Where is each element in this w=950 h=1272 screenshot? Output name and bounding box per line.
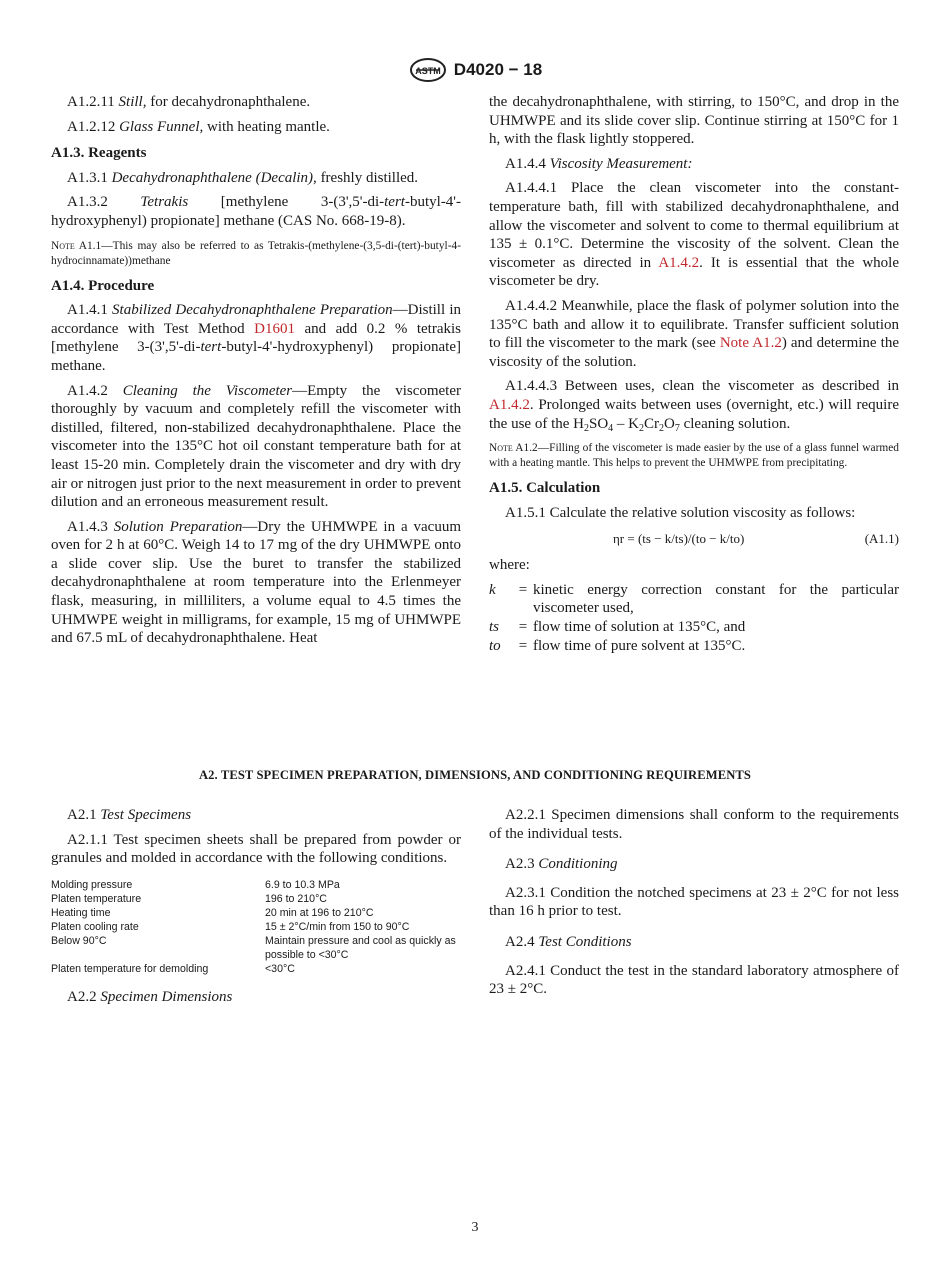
paragraph-a2-4: A2.4 Test Conditions: [505, 933, 632, 950]
paragraph-a1-2-12: A1.2.12 Glass Funnel, with heating mantle.: [67, 118, 330, 135]
section-a2-left-column: [51, 806, 461, 1012]
heading-calculation: A1.5. Calculation: [489, 480, 601, 497]
table-row: [51, 934, 461, 962]
condition-name: Platen temperature for demolding: [51, 962, 209, 975]
condition-value: 6.9 to 10.3 MPa: [265, 878, 340, 891]
right-column: [489, 93, 899, 655]
table-row: [51, 962, 461, 976]
equation-number: (A1.1): [864, 531, 899, 547]
condition-value: 15 ± 2°C/min from 150 to 90°C: [265, 920, 410, 933]
molding-conditions-table: [51, 878, 461, 976]
page-header: [0, 57, 950, 83]
document-id: D4020 − 18: [453, 60, 543, 79]
condition-value: <30°C: [265, 962, 295, 975]
paragraph-a1-4-1: A1.4.1 Stabilized Decahydronaphthalene Preparation—Distill in accordance with Test Method D1601 and add 0.2 % tetrakis [methylene 3-(3',5'-di-tert-butyl-4'-hydroxyphenyl) propionate] methane.: [51, 302, 462, 374]
paragraph-continued: the decahydronaphthalene, with stirring, to 150°C, and drop in the UHMWPE and its slide cover slip. Continue stirring at 150°C for 1 h, with the flask lightly stoppered.: [489, 94, 899, 148]
link-note-a1-2[interactable]: Note A1.2: [719, 335, 782, 352]
condition-value: 20 min at 196 to 210°C: [265, 906, 374, 919]
paragraph-a2-3: A2.3 Conditioning: [505, 856, 618, 873]
condition-value: 196 to 210°C: [265, 892, 327, 905]
equation-a1-1: [489, 530, 899, 548]
link-d1601[interactable]: D1601: [254, 320, 295, 337]
paragraph-a1-2-11: A1.2.11 Still, for decahydronaphthalene.: [67, 94, 311, 110]
paragraph-a2-4-1: A2.4.1 Conduct the test in the standard laboratory atmosphere of 23 ± 2°C.: [489, 962, 899, 998]
condition-value: Maintain pressure and cool as quickly as possible to <30°C: [265, 934, 456, 961]
paragraph-a1-4-4-1: A1.4.4.1 Place the clean viscometer into the constant-temperature bath, fill with stabilized decahydronaphthalene, and allow the viscometer and solvent to come to thermal equilibrium at 135 ± 0.1°C. Determine the viscosity of the solvent. Clean the viscometer as directed in A1.4.2. It is essential that the whole viscometer be dry.: [489, 180, 899, 290]
condition-name: Platen cooling rate: [51, 920, 139, 933]
left-column: [51, 93, 461, 654]
svg-text:ASTM: ASTM: [415, 66, 441, 76]
equation-text: ηr = (ts − k/ts)/(to − k/to): [613, 531, 745, 547]
definition-k: k = kinetic energy correction constant for the particular viscometer used,: [489, 581, 899, 617]
paragraph-a1-4-2: A1.4.2 Cleaning the Viscometer—Empty the viscometer thoroughly by vacuum and completely refill the viscometer with distilled, filtered, non-stabilized decahydronaphthalene. Place the viscometer into the 135°C hot oil constant temperature bath for at least 15-20 min. Completely drain the viscometer and dry with dry air or nitrogen just prior to the next measurement in order to prevent dilution and an erroneous measurement result.: [51, 382, 462, 511]
condition-name: Platen temperature: [51, 892, 142, 905]
table-row: [51, 892, 461, 906]
page-number: 3: [471, 1220, 479, 1235]
paragraph-a1-3-1: A1.3.1 Decahydronaphthalene (Decalin), freshly distilled.: [67, 169, 419, 186]
table-row: [51, 878, 461, 892]
paragraph-a1-3-2: A1.3.2 Tetrakis [methylene 3-(3',5'-di-tert-butyl-4'-hydroxyphenyl) propionate] methane (CAS No. 668-19-8).: [51, 194, 462, 229]
paragraph-a1-4-4-2: A1.4.4.2 Meanwhile, place the flask of polymer solution into the 135°C bath and allow it to equilibrate. Transfer sufficient solution to fill the viscometer to the mark (see Note A1.2) and determine the viscosity of the solution.: [489, 297, 899, 370]
table-row: [51, 906, 461, 920]
paragraph-a1-4-3: A1.4.3 Solution Preparation—Dry the UHMWPE in a vacuum oven for 2 h at 60°C. Weigh 14 to 17 mg of the dry UHMWPE onto a slide cover slip. Use the buret to transfer the stabilized decahydronaphthalene at room temperature into the Erlenmeyer flask, measuring, in milliliters, a volume equal to 4.5 times the UHMWPE weight in milligrams, for example, 15 mg of UHMWPE and 67.5 mL of decahydronaphthalene. Heat: [51, 518, 461, 647]
paragraph-a2-3-1: A2.3.1 Condition the notched specimens at 23 ± 2°C for not less than 16 h prior to test.: [489, 884, 899, 920]
paragraph-a2-2-1: A2.2.1 Specimen dimensions shall conform to the requirements of the individual tests.: [489, 807, 899, 842]
where-label: where:: [489, 557, 530, 574]
note-a1-1: Note A1.1—This may also be referred to as Tetrakis-(methylene-(3,5-di-(tert)-butyl-4-hydrocinnamate))methane: [51, 239, 461, 267]
link-a1-4-2-second[interactable]: A1.4.2: [489, 396, 530, 413]
heading-reagents: A1.3. Reagents: [51, 145, 147, 162]
paragraph-a1-5-1: A1.5.1 Calculate the relative solution viscosity as follows:: [505, 504, 856, 521]
condition-name: Heating time: [51, 906, 111, 919]
definition-to: to = flow time of pure solvent at 135°C.: [489, 637, 746, 654]
link-a1-4-2[interactable]: A1.4.2: [658, 254, 700, 271]
paragraph-a2-1-1: A2.1.1 Test specimen sheets shall be prepared from powder or granules and molded in accordance with the following conditions.: [51, 831, 461, 867]
section-a2-title: A2. TEST SPECIMEN PREPARATION, DIMENSIONS, AND CONDITIONING REQUIREMENTS: [198, 768, 752, 782]
note-a1-2: Note A1.2—Filling of the viscometer is made easier by the use of a glass funnel warmed with a heating mantle. This helps to prevent the UHMWPE from precipitating.: [489, 442, 899, 470]
paragraph-a1-4-4-3: A1.4.4.3 Between uses, clean the viscometer as described in A1.4.2. Prolonged waits between uses (overnight, etc.) will require the use of the $H_2SO_4 - K_2Cr_2O_7$ cleaning solution.: [489, 378, 899, 434]
astm-logo-icon: [408, 57, 448, 83]
condition-name: Molding pressure: [51, 878, 133, 891]
paragraph-a1-4-4: A1.4.4 Viscosity Measurement:: [505, 155, 693, 172]
table-row: [51, 920, 461, 934]
condition-name: Below 90°C: [51, 934, 107, 947]
section-a2-right-column: [489, 806, 899, 1005]
paragraph-a2-1: A2.1 Test Specimens: [67, 807, 192, 823]
definition-ts: ts = flow time of solution at 135°C, and: [489, 619, 746, 636]
heading-procedure: A1.4. Procedure: [51, 277, 155, 294]
paragraph-a2-2: A2.2 Specimen Dimensions: [67, 988, 233, 1005]
